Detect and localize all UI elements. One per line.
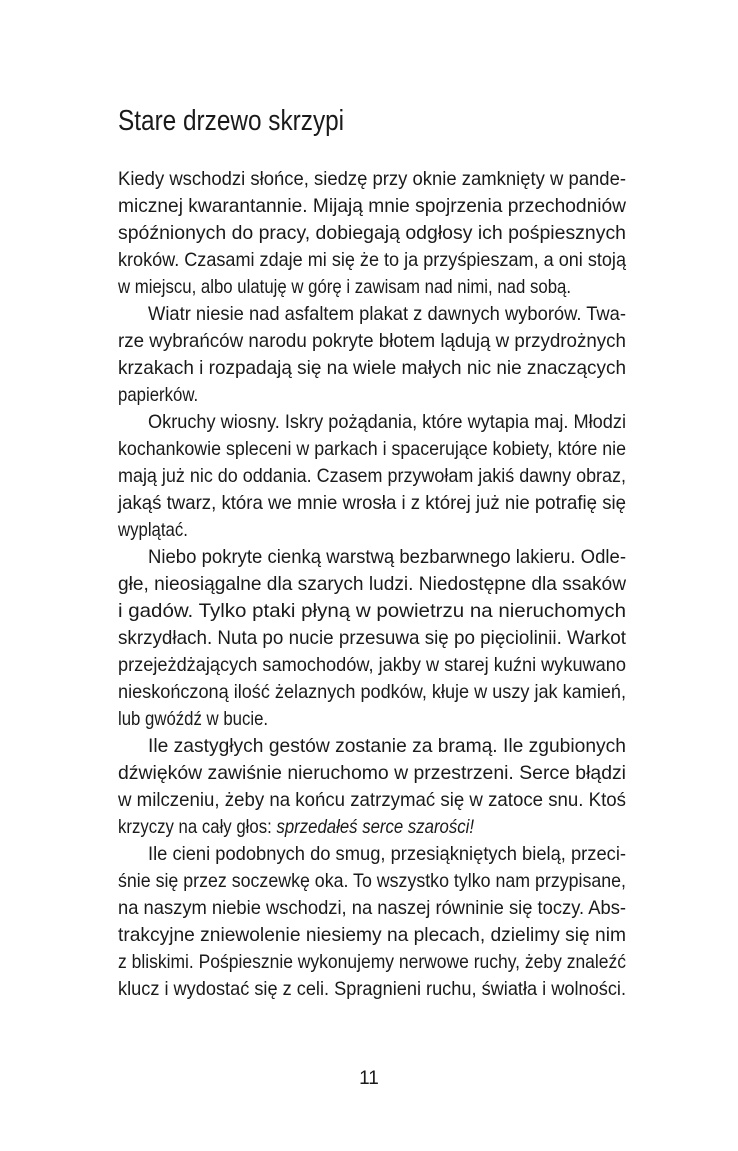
text-line: Wiatr niesie nad asfaltem plakat z dawnych wyborów. Twa-: [148, 303, 626, 325]
text-line: na naszym niebie wschodzi, na naszej równinie się toczy. Abs-: [118, 897, 626, 919]
text-line: rze wybrańców narodu pokryte błotem lądują w przydrożnych: [118, 330, 626, 352]
paragraph-5: [118, 733, 626, 841]
paragraph-3: [118, 409, 626, 544]
text-line: [118, 814, 626, 841]
text-line: śnie się przez soczewkę oka. To wszystko tylko nam przypisane,: [118, 870, 626, 892]
text-line: papierków.: [118, 384, 199, 406]
text-line: krzakach i rozpadają się na wiele małych nic nie znaczących: [118, 357, 626, 379]
text-line: Ile cieni podobnych do smug, przesiąkniętych bielą, przeci-: [148, 843, 626, 865]
text-line: kroków. Czasami zdaje mi się że to ja przyśpieszam, a oni stoją: [118, 249, 626, 271]
text-line: Kiedy wschodzi słońce, siedzę przy oknie zamknięty w pande-: [118, 168, 626, 190]
text-line: jakąś twarz, która we mnie wrosła i z której już nie potrafię się: [118, 492, 626, 514]
text-line: głe, nieosiągalne dla szarych ludzi. Niedostępne dla ssaków: [118, 573, 626, 595]
text-line: dźwięków zawiśnie nieruchomo w przestrzeni. Serce błądzi: [118, 762, 626, 784]
chapter-title: Stare drzewo skrzypi: [118, 105, 345, 137]
page-number: 11: [359, 1068, 379, 1089]
paragraph-1: [118, 166, 626, 301]
text-line: i gadów. Tylko ptaki płyną w powietrzu na nieruchomych: [118, 600, 626, 622]
text-line: lub gwóźdź w bucie.: [118, 708, 269, 730]
text-line: klucz i wydostać się z celi. Spragnieni ruchu, światła i wolności.: [118, 978, 626, 1000]
paragraph-6: [118, 841, 626, 1003]
text-line: Niebo pokryte cienką warstwą bezbarwnego lakieru. Odle-: [148, 546, 626, 568]
body-text: [118, 166, 626, 1003]
quote-lead-in: krzyczy na cały głos:: [118, 816, 277, 838]
paragraph-4: [118, 544, 626, 733]
text-line: Ile zastygłych gestów zostanie za bramą. Ile zgubionych: [148, 735, 626, 757]
text-line: z bliskimi. Pośpiesznie wykonujemy nerwowe ruchy, żeby znaleźć: [118, 951, 626, 973]
italic-quote: sprzedałeś serce szarości!: [276, 816, 475, 838]
text-line: nieskończoną ilość żelaznych podków, kłuje w uszy jak kamień,: [118, 681, 626, 703]
text-line: kochankowie spleceni w parkach i spacerujące kobiety, które nie: [118, 438, 626, 460]
text-line: Okruchy wiosny. Iskry pożądania, które wytapia maj. Młodzi: [148, 411, 626, 433]
text-line: w miejscu, albo ulatuję w górę i zawisam nad nimi, nad sobą.: [118, 276, 572, 298]
text-line: trakcyjne zniewolenie niesiemy na plecach, dzielimy się nim: [118, 924, 626, 946]
paragraph-2: [118, 301, 626, 409]
text-line: przejeżdżających samochodów, jakby w starej kuźni wykuwano: [118, 654, 626, 676]
text-line: micznej kwarantannie. Mijają mnie spojrzenia przechodniów: [118, 195, 626, 217]
text-line: mają już nic do oddania. Czasem przywołam jakiś dawny obraz,: [118, 465, 626, 487]
text-line: skrzydłach. Nuta po nucie przesuwa się po pięciolinii. Warkot: [118, 627, 626, 649]
text-line: wyplątać.: [118, 519, 188, 541]
text-line: spóźnionych do pracy, dobiegają odgłosy ich pośpiesznych: [118, 222, 626, 244]
text-line: w milczeniu, żeby na końcu zatrzymać się w zatoce snu. Ktoś: [118, 789, 626, 811]
